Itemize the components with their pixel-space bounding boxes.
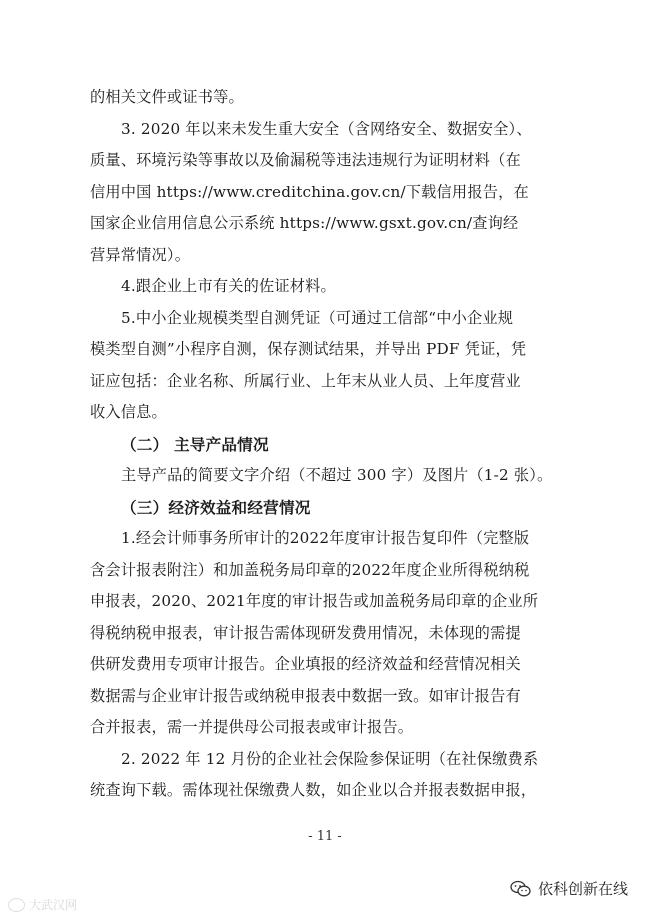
- body-line: 的相关文件或证书等。: [90, 88, 244, 106]
- body-line: 4.跟企业上市有关的佐证材料。: [121, 277, 336, 295]
- body-line: 2. 2022 年 12 月份的企业社会保险参保证明（在社保缴费系: [121, 749, 539, 768]
- body-line: 合并报表，需一并提供母公司报表或审计报告。: [90, 718, 414, 736]
- body-line: 申报表，2020、2021年度的审计报告或加盖税务局印章的企业所: [90, 592, 539, 610]
- body-line: 1.经会计师事务所审计的2022年度审计报告复印件（完整版: [121, 529, 530, 547]
- watermark: [8, 896, 77, 913]
- body-line: 数据需与企业审计报告或纳税申报表中数据一致。如审计报告有: [90, 686, 521, 705]
- body-line: 模类型自测”小程序自测，保存测试结果，并导出 PDF 凭证，凭: [90, 340, 527, 358]
- account-name: 依科创新在线: [537, 880, 628, 898]
- watermark-text: 大武汉网: [29, 898, 78, 912]
- body-line: 3. 2020 年以来未发生重大安全（含网络安全、数据安全）、: [121, 119, 532, 138]
- body-line: 5.中小企业规模类型自测凭证（可通过工信部“中小企业规: [121, 308, 514, 327]
- body-line: 营异常情况）。: [90, 245, 191, 264]
- body-line: 统查询下载。需体现社保缴费人数，如企业以合并报表数据申报，: [90, 781, 537, 799]
- body-line: 证应包括：企业名称、所属行业、上年末从业人员、上年度营业: [90, 371, 521, 390]
- body-line: 收入信息。: [90, 403, 167, 421]
- page-number: - 11 -: [308, 829, 342, 844]
- body-line: 供研发费用专项审计报告。企业填报的经济效益和经营情况相关: [90, 655, 521, 673]
- body-line: 得税纳税申报表，审计报告需体现研发费用情况，未体现的需提: [90, 623, 521, 642]
- wechat-icon: [510, 880, 532, 898]
- body-line: 主导产品的简要文字介绍（不超过 300 字）及图片（1-2 张）。: [121, 466, 553, 484]
- section-heading: （二） 主导产品情况: [121, 434, 269, 454]
- body-line: 含会计报表附注）和加盖税务局印章的2022年度企业所得税纳税: [90, 560, 530, 579]
- body-line: 国家企业信用信息公示系统 https://www.gsxt.gov.cn/查询经: [90, 214, 519, 232]
- weibo-icon: [8, 898, 25, 912]
- body-line: 质量、环境污染等事故以及偷漏税等违法违规行为证明材料（在: [90, 151, 521, 169]
- document-body: [90, 82, 578, 807]
- body-line: 信用中国 https://www.creditchina.gov.cn/下载信用报告，在: [90, 182, 529, 201]
- section-heading: （三）经济效益和经营情况: [121, 497, 311, 517]
- wechat-account: [510, 878, 628, 899]
